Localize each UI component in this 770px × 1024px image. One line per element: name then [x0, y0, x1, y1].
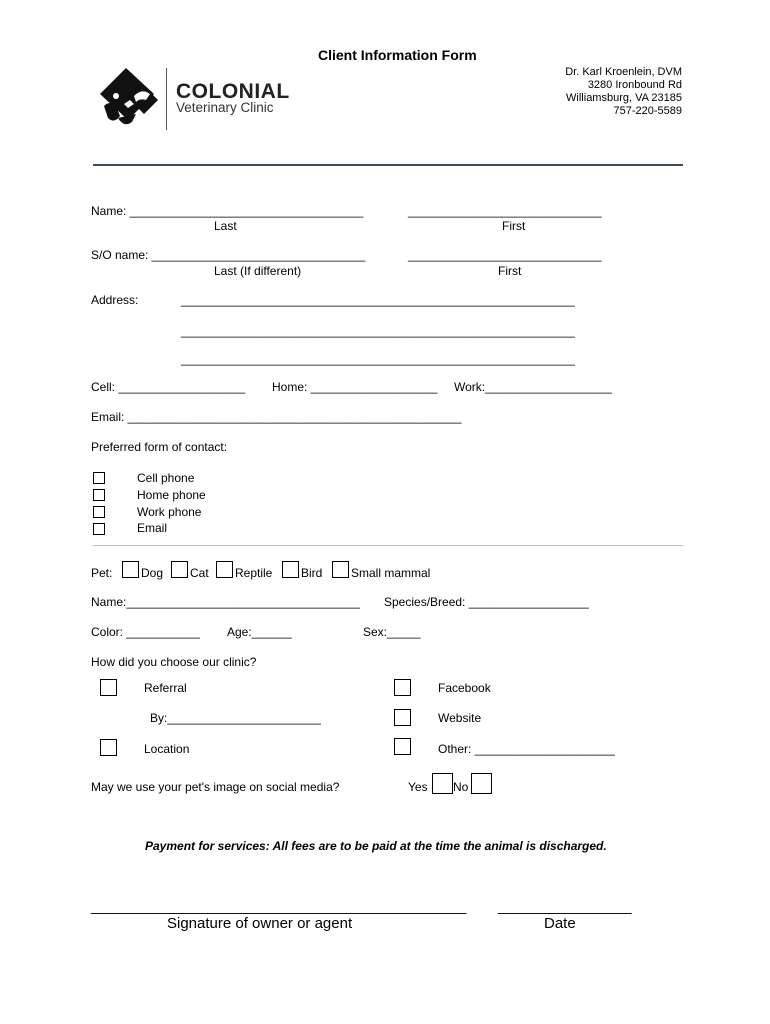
- social-yes-label: Yes: [408, 780, 428, 794]
- home-field[interactable]: Home: ___________________: [272, 380, 438, 394]
- pet-dog-label: Dog: [141, 566, 164, 580]
- pet-cat-label: Cat: [190, 566, 209, 580]
- pet-reptile-label: Reptile: [235, 566, 273, 580]
- cell-field[interactable]: Cell: ___________________: [91, 380, 246, 394]
- section-divider: [93, 545, 683, 546]
- pet-bird-checkbox[interactable]: [282, 561, 299, 578]
- location-checkbox[interactable]: [100, 739, 117, 756]
- so-first-caption: First: [498, 264, 522, 278]
- pet-bird-label: Bird: [301, 566, 323, 580]
- doctor-name: Dr. Karl Kroenlein, DVM: [565, 66, 682, 78]
- payment-notice: Payment for services: All fees are to be paid at the time the animal is discharged.: [145, 839, 607, 853]
- street-address: 3280 Ironbound Rd: [587, 79, 682, 91]
- so-first-name-field[interactable]: _____________________________: [408, 248, 602, 262]
- date-caption: Date: [544, 915, 576, 932]
- contact-cell-checkbox[interactable]: [93, 472, 105, 484]
- other-checkbox[interactable]: [394, 738, 411, 755]
- referred-by-field[interactable]: By:_______________________: [150, 711, 321, 725]
- contact-heading: Preferred form of contact:: [91, 440, 228, 454]
- location-label: Location: [144, 742, 190, 756]
- facebook-checkbox[interactable]: [394, 679, 411, 696]
- facebook-label: Facebook: [438, 681, 491, 695]
- client-last-name-field[interactable]: Name: ___________________________________: [91, 204, 364, 218]
- logo-divider: [166, 68, 167, 130]
- address-line-3[interactable]: ___________________________________________________________: [181, 352, 575, 366]
- logo-name: COLONIAL: [176, 80, 290, 103]
- so-last-name-field[interactable]: S/O name: ________________________________: [91, 248, 366, 262]
- signature-line[interactable]: _____________________________________________: [91, 898, 467, 915]
- header-rule: [93, 164, 683, 166]
- referral-label: Referral: [144, 681, 187, 695]
- other-field[interactable]: Other: _____________________: [438, 742, 615, 756]
- date-line[interactable]: ________________: [498, 898, 632, 915]
- logo-subtitle: Veterinary Clinic: [176, 100, 274, 115]
- client-first-name-field[interactable]: _____________________________: [408, 204, 602, 218]
- clinic-phone: 757-220-5589: [613, 105, 682, 117]
- address-label: Address:: [91, 293, 139, 307]
- signature-caption: Signature of owner or agent: [167, 915, 353, 932]
- species-breed-field[interactable]: Species/Breed: __________________: [384, 595, 589, 609]
- social-yes-checkbox[interactable]: [432, 773, 453, 794]
- clinic-address-block: [565, 66, 682, 118]
- pet-color-field[interactable]: Color: ___________: [91, 625, 200, 639]
- contact-home-checkbox[interactable]: [93, 489, 105, 501]
- city-state-zip: Williamsburg, VA 23185: [566, 92, 682, 104]
- website-checkbox[interactable]: [394, 709, 411, 726]
- clinic-logo-icon: [96, 66, 160, 132]
- referral-heading: How did you choose our clinic?: [91, 655, 257, 669]
- email-field[interactable]: Email: __________________________________________________: [91, 410, 462, 424]
- referral-checkbox[interactable]: [100, 679, 117, 696]
- contact-email-checkbox[interactable]: [93, 523, 105, 535]
- pet-small-mammal-checkbox[interactable]: [332, 561, 349, 578]
- pet-age-field[interactable]: Age:______: [227, 625, 292, 639]
- social-no-label: No: [453, 780, 469, 794]
- last-caption: Last: [214, 219, 237, 233]
- pet-sex-field[interactable]: Sex:_____: [363, 625, 421, 639]
- first-caption: First: [502, 219, 526, 233]
- pet-cat-checkbox[interactable]: [171, 561, 188, 578]
- contact-work-checkbox[interactable]: [93, 506, 105, 518]
- pet-small-mammal-label: Small mammal: [351, 566, 431, 580]
- social-no-checkbox[interactable]: [471, 773, 492, 794]
- pet-name-field[interactable]: Name:___________________________________: [91, 595, 360, 609]
- work-field[interactable]: Work:___________________: [454, 380, 612, 394]
- so-last-caption: Last (If different): [214, 264, 302, 278]
- contact-work-label: Work phone: [137, 505, 202, 519]
- pet-dog-checkbox[interactable]: [122, 561, 139, 578]
- pet-label: Pet:: [91, 566, 113, 580]
- form-title: Client Information Form: [318, 47, 477, 63]
- pet-reptile-checkbox[interactable]: [216, 561, 233, 578]
- social-media-question: May we use your pet's image on social media?: [91, 780, 340, 794]
- address-line-2[interactable]: ___________________________________________________________: [181, 324, 575, 338]
- contact-email-label: Email: [137, 521, 168, 535]
- contact-home-label: Home phone: [137, 488, 206, 502]
- website-label: Website: [438, 711, 482, 725]
- address-line-1[interactable]: ___________________________________________________________: [181, 293, 575, 307]
- contact-cell-label: Cell phone: [137, 471, 195, 485]
